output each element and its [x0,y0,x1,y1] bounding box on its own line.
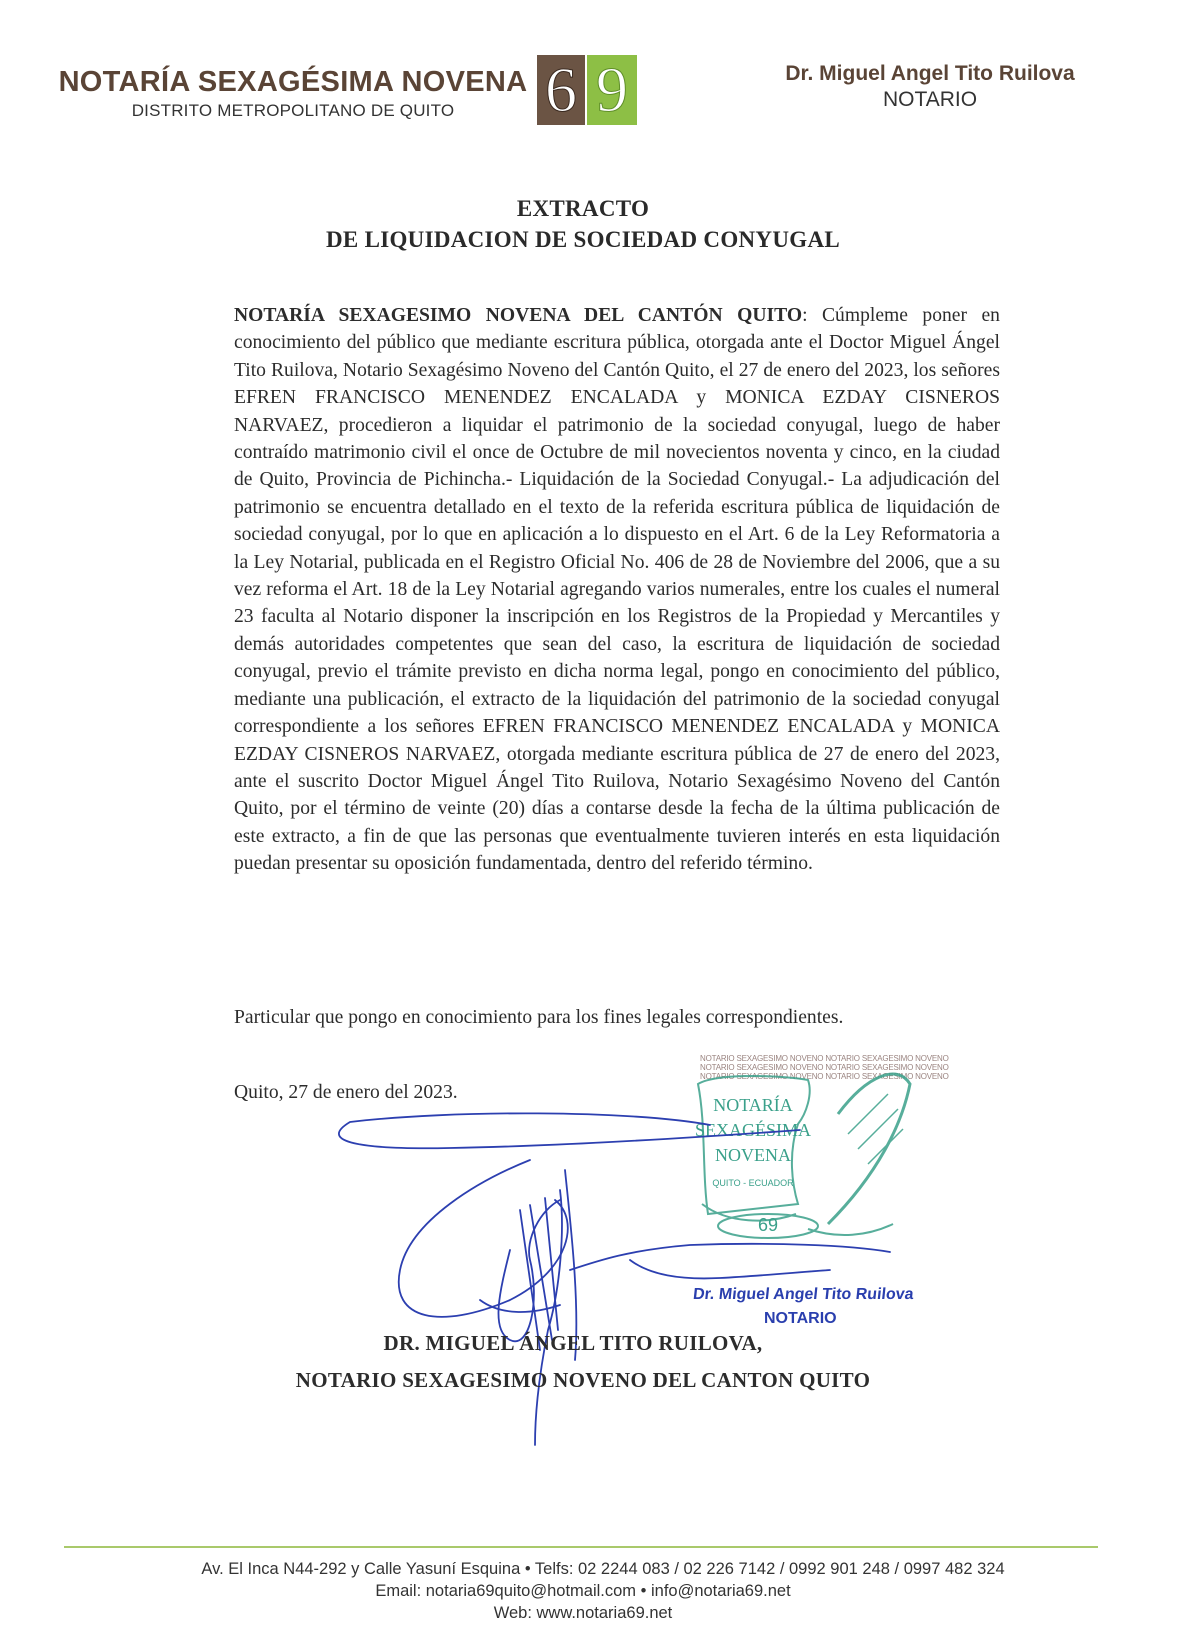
notary-role: NOTARIO [882,88,978,111]
footer-web: Web: www.notaria69.net [493,1604,673,1622]
logo-digit-right: 9 [596,54,628,125]
footer-email: Email: notaria69quito@hotmail.com • info@notaria69.net [375,1582,791,1600]
district-name: DISTRITO METROPOLITANO DE QUITO [131,101,455,120]
closing-sentence: Particular que pongo en conocimiento para los fines legales correspondientes. [234,1007,844,1028]
seal-line-3: NOVENA [715,1145,791,1165]
logo-digit-left: 6 [545,54,577,125]
body-paragraph: : Cúmpleme poner en conocimiento del público que mediante escritura pública, otorgada ante el Doctor Miguel Ángel Tito Ruilova, Notario Sexagésimo Noveno del Cantón Quito, el 27 de enero del 2023, los señores EFREN FRANCISCO MENENDEZ ENCALADA y MONICA EZDAY CISNEROS NARVAEZ, procedieron a liquidar el patrimonio de la sociedad conyugal, luego de haber contraído matrimonio civil el once de Octubre de mil novecientos noventa y cinco, en la ciudad de Quito, Provincia de Pichincha.- Liquidación de la Sociedad Conyugal.- La adjudicación del patrimonio se encuentra detallado en el texto de la referida escritura pública de liquidación de sociedad conyugal, por lo que en aplicación a lo dispuesto en el Art. 6 de la Ley Reformatoria a la Ley Notarial, publicada en el Registro Oficial No. 406 de 28 de Noviembre del 2006, que a su vez reforma el Art. 18 de la Ley Notarial agregando varios numerales, entre los cuales el numeral 23 faculta al Notario disponer la inscripción en los Registros de la Propiedad y Mercantiles y demás autoridades competentes que sean del caso, la escritura de liquidación de sociedad conyugal, previo el trámite previsto en dicha norma legal, pongo en conocimiento del público, mediante una publicación, el extracto de la liquidación del patrimonio de la sociedad conyugal correspondiente a los señores EFREN FRANCISCO MENENDEZ ENCALADA y MONICA EZDAY CISNEROS NARVAEZ, otorgada mediante escritura pública de 27 de enero del 2023, ante el suscrito Doctor Miguel Ángel Tito Ruilova, Notario Sexagésimo Noveno del Cantón Quito, por el término de veinte (20) días a contarse desde la fecha de la última publicación de este extracto, a fin de que las personas que eventualmente tuvieren interés en esta liquidación puedan presentar su oposición fundamentada, dentro del referido término. [234,305,1000,875]
footer-divider [64,1546,1098,1548]
stamp-signer-role: NOTARIO [764,1310,837,1327]
stamp-row-text: NOTARIO SEXAGESIMO NOVENO NOTARIO SEXAGESIMO NOVENO [700,1072,949,1081]
document-subtitle: DE LIQUIDACION DE SOCIEDAD CONYUGAL [325,227,840,252]
seal-line-1: NOTARÍA [713,1095,793,1115]
notary-69-logo [537,55,637,125]
extract-body [234,302,1000,878]
stamp-row-text: NOTARIO SEXAGESIMO NOVENO NOTARIO SEXAGESIMO NOVENO [700,1063,949,1072]
letterhead-left [58,66,528,121]
notary-person-name: Dr. Miguel Angel Tito Ruilova [785,62,1075,85]
footer-address: Av. El Inca N44-292 y Calle Yasuní Esquina • Telfs: 02 2244 083 / 02 226 7142 / 0992 901 248 / 0997 482 324 [201,1560,1005,1578]
document-title: EXTRACTO [516,196,650,221]
seal-line-2: SEXAGÉSIMA [694,1120,812,1140]
stamp-row-text: NOTARIO SEXAGESIMO NOVENO NOTARIO SEXAGESIMO NOVENO [700,1054,949,1063]
signatory-title: NOTARIO SEXAGESIMO NOVENO DEL CANTON QUITO [295,1368,871,1392]
seal-number: 69 [757,1215,779,1235]
place-and-date: Quito, 27 de enero del 2023. [234,1082,458,1103]
seal-line-4: QUITO - ECUADOR [712,1178,794,1188]
letterhead-right [740,62,1120,112]
stamp-signer-name: Dr. Miguel Angel Tito Ruilova [692,1286,915,1303]
body-lead: NOTARÍA SEXAGESIMO NOVENA DEL CANTÓN QUITO [234,305,803,326]
signatory-name: DR. MIGUEL ÁNGEL TITO RUILOVA, [383,1331,763,1355]
handwritten-signature [330,1100,930,1460]
notary-office-name: NOTARÍA SEXAGÉSIMA NOVENA [58,66,528,98]
